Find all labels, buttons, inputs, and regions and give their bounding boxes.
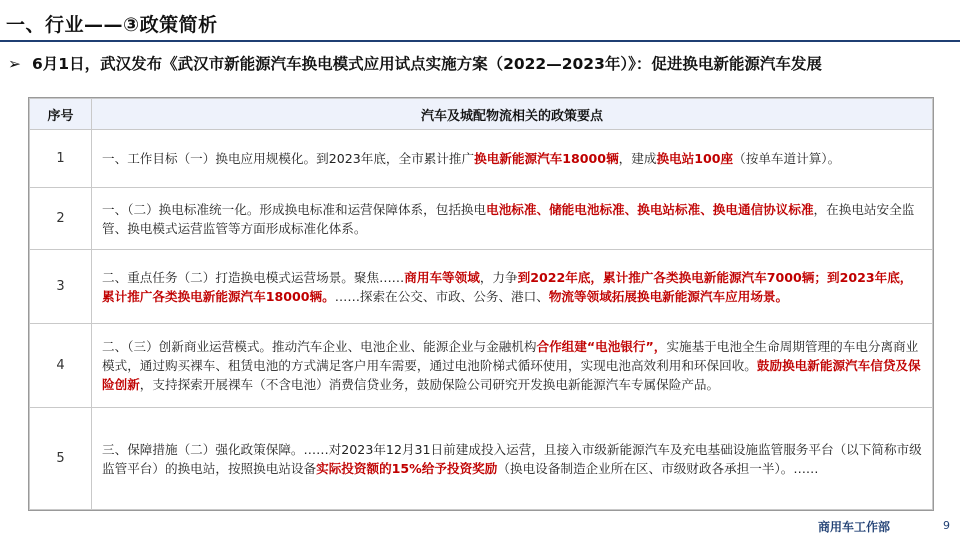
highlight-text: 实际投资额的15%给予投资奖励 — [316, 460, 498, 476]
department-label: 商用车工作部 — [817, 520, 890, 534]
policy-text — [92, 250, 933, 324]
row-number: 5 — [30, 408, 92, 510]
table-row — [30, 250, 933, 324]
policy-text — [92, 324, 933, 408]
text-segment: 一、（二）换电标准统一化。形成换电标准和运营保障体系，包括换电 — [102, 201, 487, 217]
column-header-policy: 汽车及城配物流相关的政策要点 — [92, 99, 933, 130]
text-segment: ，支持探索开展裸车（不含电池）消费信贷业务，鼓励保险公司研究开发换电新能源汽车专属保险产品。 — [139, 377, 720, 392]
text-segment: 二、（三）创新商业运营模式。推动汽车企业、电池企业、能源企业与金融机构 — [102, 339, 537, 354]
text-segment: 实施基于电池全生命周期管理的车电分离商业模式，通过购买裸车、租赁电池的方式满足客户用车需要，通过电池阶梯式循环使用，实现电池高效利用和环保回收。 — [102, 339, 919, 373]
text-segment: ……探索在公交、市政、公务、港口、 — [334, 288, 549, 304]
row-number: 1 — [30, 130, 92, 188]
highlight-text: 换电站100座 — [656, 151, 734, 166]
text-segment: ，力争 — [479, 269, 518, 285]
table-row — [30, 188, 933, 250]
text-segment: （按单车道计算）。 — [733, 151, 841, 166]
text-segment: ，建成 — [618, 151, 657, 166]
title-divider — [0, 40, 960, 42]
policy-text — [92, 408, 933, 510]
row-number: 2 — [30, 188, 92, 250]
policy-text — [92, 188, 933, 250]
page-title: 一、行业——③政策简析 — [6, 14, 218, 36]
column-header-number: 序号 — [30, 99, 92, 130]
text-segment: （换电设备制造企业所在区、市级财政各承担一半）。…… — [497, 460, 819, 476]
policy-table — [28, 97, 934, 511]
table-header-row — [30, 99, 933, 130]
table-row — [30, 324, 933, 408]
highlight-text: 物流等领域拓展换电新能源汽车应用场景。 — [548, 288, 789, 304]
highlight-text: 到2022年底，累计推广各类换电新能源汽车7000辆；到2023年底，累计推广各类换电新能源汽车18000辆。 — [102, 269, 913, 304]
policy-text — [92, 130, 933, 188]
highlight-text: 换电新能源汽车18000辆 — [474, 151, 619, 166]
highlight-text: 合作组建“电池银行”， — [536, 339, 667, 354]
text-segment: 三、保障措施（二）强化政策保障。……对2023年12月31日前建成投入运营，且接入市级新能源汽车及充电基础设施监管服务平台（以下简称市级监管平台）的换电站，按照换电站设备 — [102, 441, 922, 476]
text-segment: 一、工作目标（一）换电应用规模化。到2023年底，全市累计推广 — [102, 151, 475, 166]
arrow-bullet-icon: ➢ — [8, 55, 21, 73]
highlight-text: 电池标准、储能电池标准、换电站标准、换电通信协议标准 — [486, 201, 814, 217]
subtitle — [8, 52, 958, 74]
subtitle-text: 6月1日，武汉发布《武汉市新能源汽车换电模式应用试点实施方案（2022—2023年）》：促进换电新能源汽车发展 — [32, 55, 822, 73]
text-segment: 二、重点任务（二）打造换电模式运营场景。聚焦…… — [102, 269, 405, 285]
row-number: 4 — [30, 324, 92, 408]
page-number: 9 — [943, 519, 950, 532]
table-row — [30, 408, 933, 510]
table-row — [30, 130, 933, 188]
highlight-text: 商用车等领域 — [404, 269, 480, 285]
highlight-text: 鼓励换电新能源汽车信贷及保险创新 — [102, 358, 921, 392]
text-segment: ，在换电站安全监管、换电模式运营监管等方面形成标准化体系。 — [102, 201, 915, 236]
row-number: 3 — [30, 250, 92, 324]
